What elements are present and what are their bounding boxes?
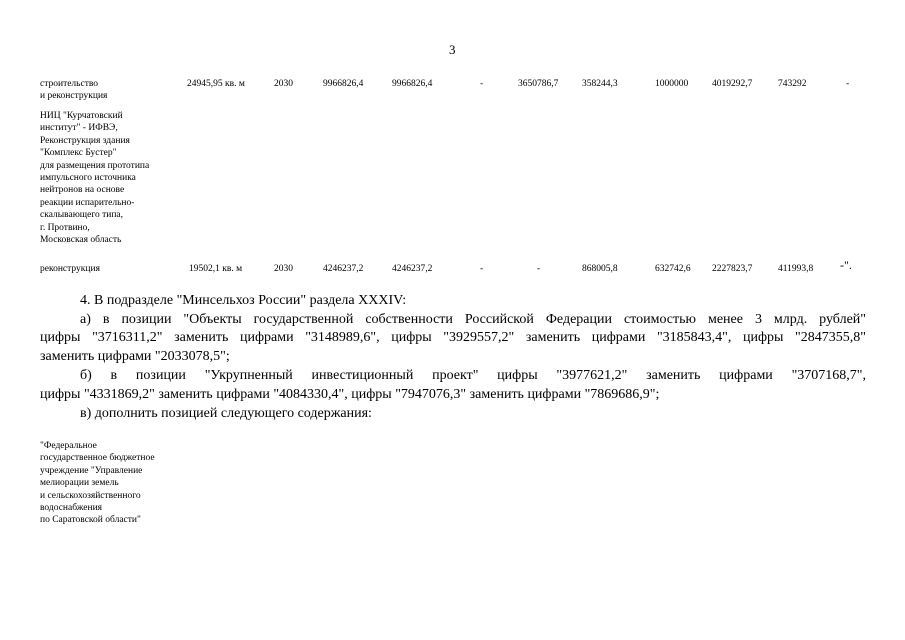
row-value: 358244,3 <box>582 79 618 89</box>
row-value: 2227823,7 <box>712 264 753 274</box>
row-value: - <box>537 264 541 274</box>
row-value: 4246237,2 <box>323 264 364 274</box>
row-value: 9966826,4 <box>323 79 364 89</box>
page-number: 3 <box>449 42 456 57</box>
section-heading: 4. В подразделе "Минсельхоз России" раздела XXXIV: <box>80 293 407 308</box>
row-year: 2030 <box>274 79 293 89</box>
paragraph-b-line2: цифры "4331869,2" заменить цифрами "4084330,4", цифры "7947076,3" заменить цифрами "7869686,9"; <box>40 387 660 402</box>
row-value: 743292 <box>778 79 807 89</box>
paragraph-a-line3: заменить цифрами "2033078,5"; <box>40 349 230 364</box>
row-value: 9966826,4 <box>392 79 433 89</box>
row-area: 24945,95 кв. м <box>187 79 245 89</box>
row-value: 632742,6 <box>655 264 691 274</box>
row-value: - <box>480 79 484 89</box>
row-area: 19502,1 кв. м <box>189 264 243 274</box>
row-value: 3650786,7 <box>518 79 559 89</box>
paragraph-a-line2: цифры "3716311,2" заменить цифрами "3148989,6", цифры "3929557,2" заменить цифрами "3185843,4", цифры "2847355,8" <box>40 330 866 345</box>
row-description: строительство и реконструкция <box>40 79 108 102</box>
row-value: 1000000 <box>655 79 689 89</box>
row-year: 2030 <box>274 264 293 274</box>
row-description: реконструкция <box>40 264 100 274</box>
row-value: 4246237,2 <box>392 264 433 274</box>
object-description: НИЦ "Курчатовский институт" - ИФВЭ, Реконструкция здания "Комплекс Бустер" для размещения прототипа импульсного источника нейтронов на основе реакции испарительно- скалывающего типа, г. Протвино, Московская область <box>40 111 150 246</box>
row-value: 411993,8 <box>778 264 814 274</box>
row-value: - <box>846 79 850 89</box>
paragraph-a-line1: а) в позиции "Объекты государственной собственности Российской Федерации стоимостью менее 3 млрд. рублей" <box>80 312 866 327</box>
paragraph-b-line1: б) в позиции "Укрупненный инвестиционный проект" цифры "3977621,2" заменить цифрами "3707168,7", <box>80 368 866 383</box>
row-value: - <box>480 264 484 274</box>
row-value: 868005,8 <box>582 264 618 274</box>
row-value-closing: -". <box>840 258 852 272</box>
new-position-description: "Федеральное государственное бюджетное учреждение "Управление мелиорации земель и сельскохозяйственного водоснабжения по Саратовской области" <box>40 441 155 526</box>
row-value: 4019292,7 <box>712 79 753 89</box>
paragraph-c: в) дополнить позицией следующего содержания: <box>80 406 372 421</box>
